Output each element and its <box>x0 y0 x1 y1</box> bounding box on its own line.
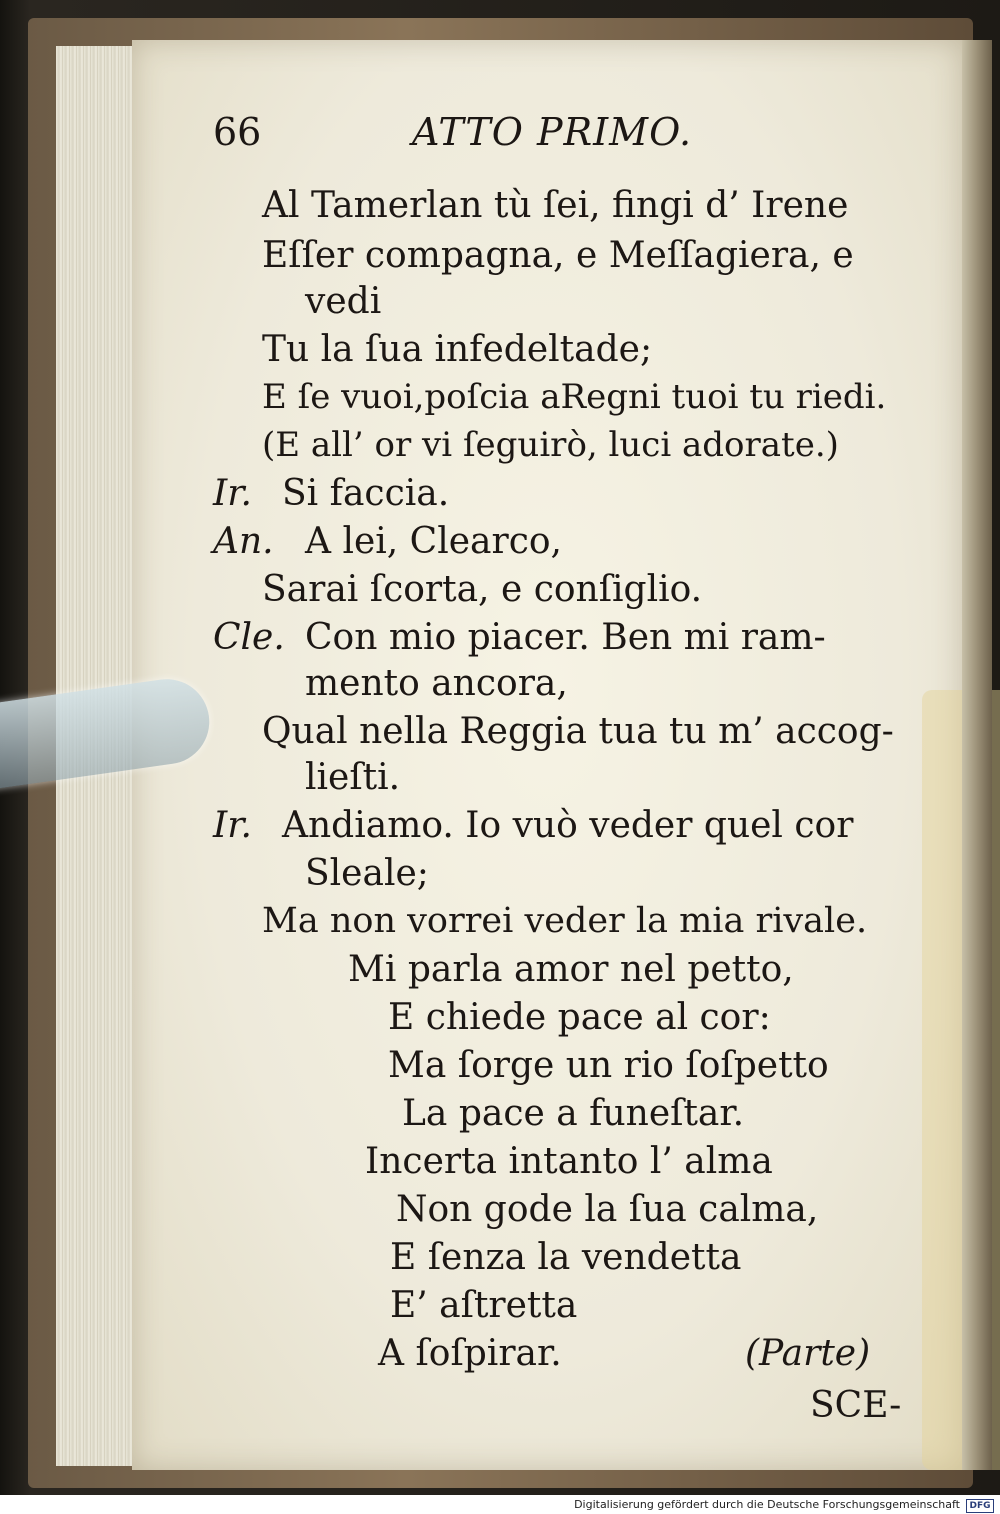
text-line: A lei, Clearco, <box>305 521 562 562</box>
aria-line: A ſoſpirar. <box>378 1333 562 1374</box>
catchword: SCE- <box>810 1385 902 1426</box>
text-line: vedi <box>305 281 382 322</box>
text-line: lieſti. <box>305 757 401 798</box>
aria-line: Non gode la ſua calma, <box>396 1189 819 1230</box>
speaker-label: Cle. <box>213 617 285 658</box>
digitization-credit: Digitalisierung gefördert durch die Deutsche Forschungsgemeinschaft <box>0 1495 1000 1514</box>
text-line: Sleale; <box>305 853 429 894</box>
text-line: E ſe vuoi,poſcia aRegni tuoi tu riedi. <box>262 377 887 417</box>
page-number: 66 <box>213 110 262 154</box>
stage-direction: (Parte) <box>745 1333 871 1374</box>
running-head: ATTO PRIMO. <box>412 110 693 154</box>
aria-line: La pace a funeſtar. <box>402 1093 745 1134</box>
text-line: Si faccia. <box>282 473 450 514</box>
text-line: Andiamo. Io vuò veder quel cor <box>282 805 854 846</box>
speaker-label: Ir. <box>213 805 252 846</box>
page-gutter-right <box>962 40 992 1470</box>
text-line: Ma non vorrei veder la mia rivale. <box>262 901 868 941</box>
dfg-logo: DFG <box>966 1499 994 1513</box>
text-line: Sarai ſcorta, e conſiglio. <box>262 569 703 610</box>
aria-line: Incerta intanto l’ alma <box>365 1141 773 1182</box>
text-line: Qual nella Reggia tua tu m’ accog- <box>262 711 894 752</box>
text-line: Con mio piacer. Ben mi ram- <box>305 617 826 658</box>
speaker-label: Ir. <box>213 473 252 514</box>
text-line: Eſſer compagna, e Meſſagiera, e <box>262 235 854 276</box>
text-line: Tu la ſua infedeltade; <box>262 329 653 370</box>
aria-line: E ſenza la vendetta <box>390 1237 742 1278</box>
text-line: Al Tamerlan tù ſei, fingi d’ Irene <box>262 185 849 226</box>
aria-line: E chiede pace al cor: <box>388 997 771 1038</box>
text-line: mento ancora, <box>305 663 568 704</box>
aria-line: Ma ſorge un rio ſoſpetto <box>388 1045 829 1086</box>
speaker-label: An. <box>213 521 274 562</box>
aria-line: Mi parla amor nel petto, <box>348 949 794 990</box>
aria-line: E’ aſtretta <box>390 1285 578 1326</box>
text-line: (E all’ or vi ſeguirò, luci adorate.) <box>262 425 839 465</box>
